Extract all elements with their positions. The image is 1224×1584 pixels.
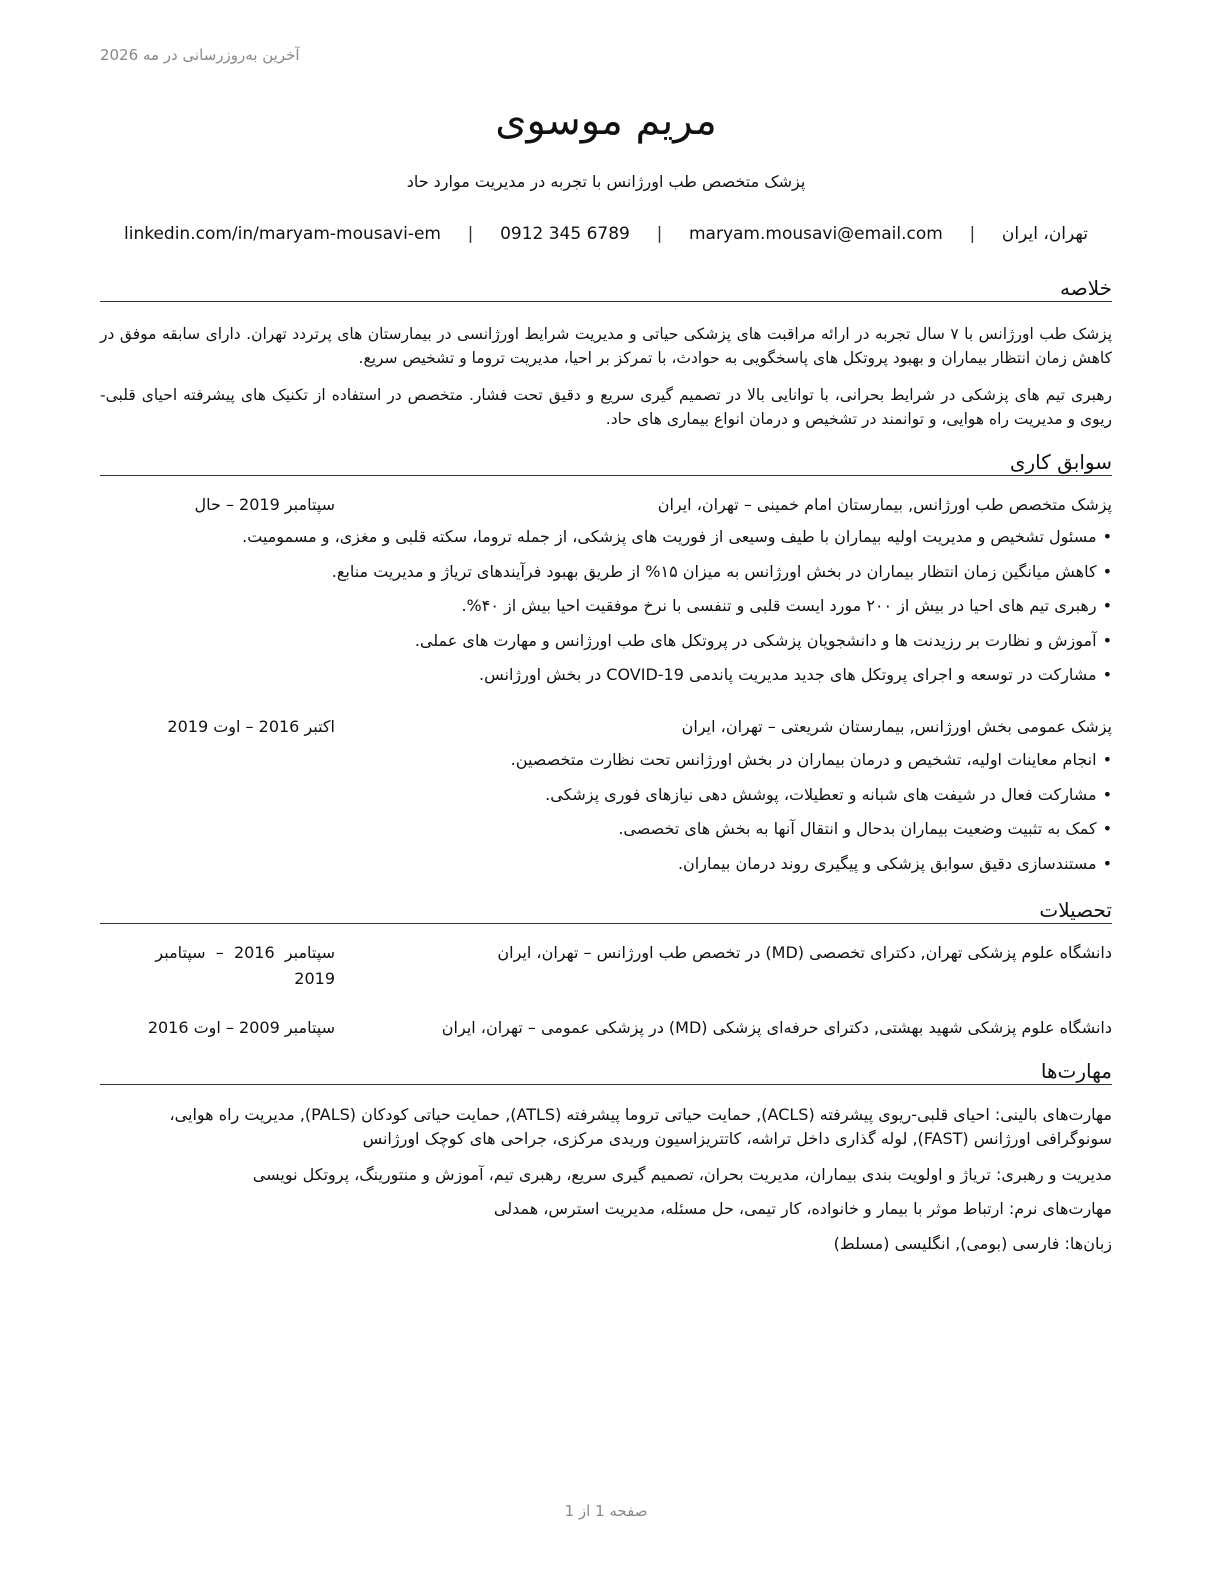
contact-separator: | — [656, 224, 663, 244]
job-header — [100, 717, 1112, 741]
contact-email[interactable]: maryam.mousavi@email.com — [688, 224, 943, 244]
list-item: • آموزش و نظارت بر رزیدنت ها و دانشجویان پزشکی در پروتکل های طب اورژانس و مهارت های عملی. — [100, 629, 1112, 664]
page-number: صفحه 1 از 1 — [564, 1502, 648, 1520]
skill-line: مهارت‌های نرم: ارتباط موثر با بیمار و خانواده، کار تیمی، حل مسئله، مدیریت استرس، همدلی — [493, 1199, 1112, 1218]
list-item: • کمک به تثبیت وضعیت بیماران بدحال و انتقال آنها به بخش های تخصصی. — [100, 817, 1112, 852]
contact-phone: 0912 345 6789 — [500, 224, 630, 244]
job-title: پزشک متخصص طب اورژانس, بیمارستان امام خمینی – تهران، ایران — [657, 495, 1112, 514]
contact-linkedin[interactable]: linkedin.com/in/maryam-mousavi-em — [124, 224, 441, 244]
job-bullets — [100, 748, 1112, 886]
education-dates — [100, 940, 335, 992]
education-dates-line: 2019 — [294, 969, 335, 988]
education-dates — [100, 1015, 335, 1041]
job-dates: سپتامبر 2019 – حال — [194, 495, 335, 514]
skills-heading: مهارت‌ها — [100, 1059, 1112, 1085]
list-item: • رهبری تیم های احیا در بیش از ۲۰۰ مورد ایست قلبی و تنفسی با نرخ موفقیت احیا بیش از ۴۰%. — [100, 594, 1112, 629]
skill-line: مهارت‌های بالینی: احیای قلبی-ریوی پیشرفته (ACLS), حمایت حیاتی تروما پیشرفته (ATLS), حمایت حیاتی کودکان (PALS), مدیریت راه هوایی، سونوگرافی اورژانس (FAST), لوله گذاری داخل تراشه، کاتتریزاسیون وریدی مرکزی، جراحی های کوچک اورژانس — [169, 1105, 1112, 1148]
list-item: • کاهش میانگین زمان انتظار بیماران در بخش اورژانس به میزان ۱۵% از طریق بهبود فرآیندهای تریاژ و مدیریت منابع. — [100, 560, 1112, 595]
job-bullets — [100, 525, 1112, 698]
education-degree: دانشگاه علوم پزشکی تهران, دکترای تخصصی (MD) در تخصص طب اورژانس – تهران، ایران — [497, 943, 1112, 962]
education-dates-line: سپتامبر 2009 – اوت 2016 — [147, 1018, 335, 1037]
education-dates-line: سپتامبر 2016 – سپتامبر — [155, 943, 335, 962]
list-item: • انجام معاینات اولیه، تشخیص و درمان بیماران در بخش اورژانس تحت نظارت متخصصین. — [100, 748, 1112, 783]
job-title: پزشک عمومی بخش اورژانس, بیمارستان شریعتی – تهران، ایران — [681, 717, 1112, 736]
skill-line: مدیریت و رهبری: تریاژ و اولویت بندی بیماران، مدیریت بحران، تصمیم گیری سریع، رهبری تیم، آموزش و منتورینگ، پروتکل نویسی — [252, 1165, 1112, 1184]
contact-separator: | — [969, 224, 976, 244]
summary-paragraph: پزشک طب اورژانس با ۷ سال تجربه در ارائه مراقبت های پزشکی حیاتی و مدیریت شرایط اورژانسی در بیمارستان های پرتردد تهران. دارای سابقه موفق در کاهش زمان انتظار بیماران و بهبود پروتکل های پاسخگویی به حوادث، با تمرکز بر احیا، مدیریت تروما و تشخیص سریع. — [100, 325, 1113, 367]
experience-heading: سوابق کاری — [100, 450, 1112, 476]
job-dates: اکتبر 2016 – اوت 2019 — [167, 717, 335, 736]
contact-bar — [124, 224, 1088, 244]
last-updated: آخرین به‌روزرسانی در مه 2026 — [100, 46, 300, 64]
list-item: • مشارکت فعال در شیفت های شبانه و تعطیلات، پوشش دهی نیازهای فوری پزشکی. — [100, 783, 1112, 818]
tagline: پزشک متخصص طب اورژانس با تجربه در مدیریت موارد حاد — [406, 172, 806, 191]
summary-heading: خلاصه — [100, 276, 1112, 302]
education-degree: دانشگاه علوم پزشکی شهید بهشتی, دکترای حرفه‌ای پزشکی (MD) در پزشکی عمومی – تهران، ایران — [441, 1018, 1112, 1037]
resume-page — [100, 0, 1112, 1584]
candidate-name: مریم موسوی — [495, 98, 717, 144]
contact-location: تهران، ایران — [1001, 224, 1088, 244]
contact-separator: | — [467, 224, 474, 244]
list-item: • مستندسازی دقیق سوابق پزشکی و پیگیری روند درمان بیماران. — [100, 852, 1112, 887]
education-heading: تحصیلات — [100, 898, 1112, 924]
job-header — [100, 495, 1112, 519]
skill-line: زبان‌ها: فارسی (بومی), انگلیسی (مسلط) — [833, 1234, 1112, 1253]
summary-paragraph: رهبری تیم های پزشکی در شرایط بحرانی، با توانایی بالا در تصمیم گیری سریع و دقیق تحت فشار. متخصص در استفاده از تکنیک های پیشرفته احیای قلبی-ریوی و مدیریت راه هوایی، و توانمند در تشخیص و درمان انواع بیماری های حاد. — [100, 386, 1112, 428]
list-item: • مسئول تشخیص و مدیریت اولیه بیماران با طیف وسیعی از فوریت های پزشکی، از جمله تروما، سکته قلبی و مغزی، و مسمومیت. — [100, 525, 1112, 560]
list-item: • مشارکت در توسعه و اجرای پروتکل های جدید مدیریت پاندمی COVID-19 در بخش اورژانس. — [100, 663, 1112, 698]
